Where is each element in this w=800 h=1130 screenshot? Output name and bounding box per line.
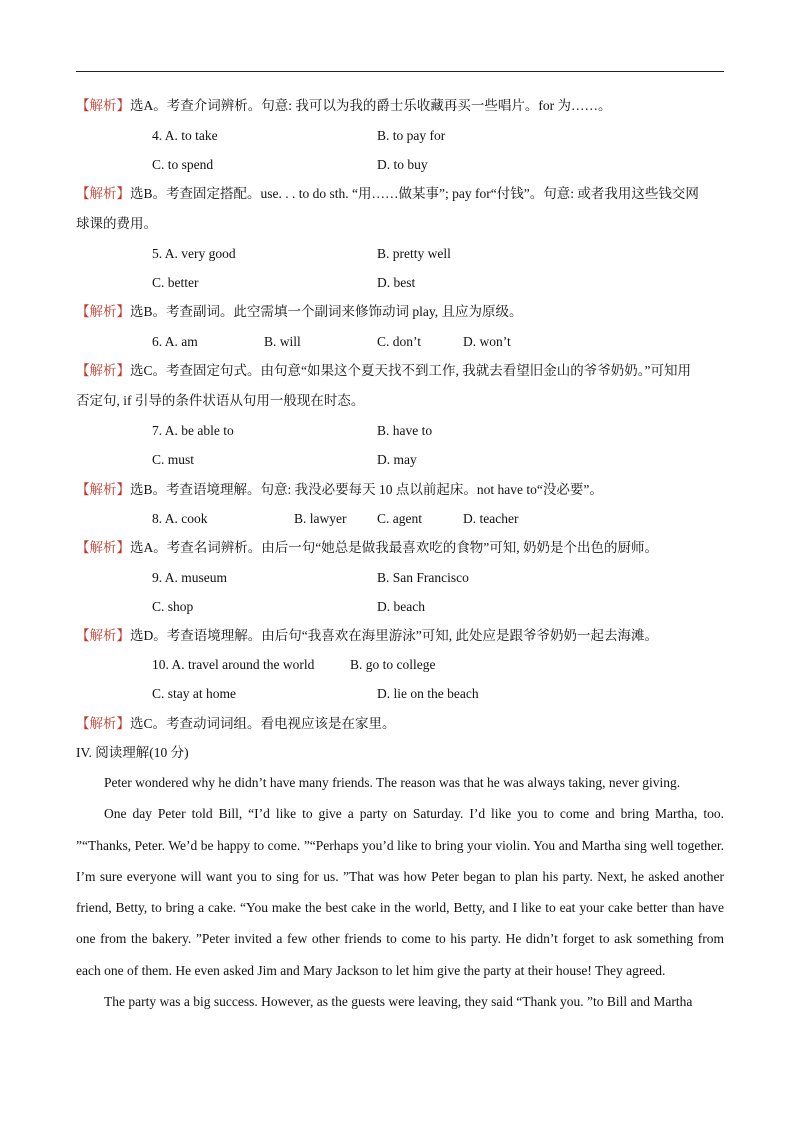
analysis-tag: 【解析】 bbox=[76, 304, 130, 319]
document-page: 【解析】选A。考查介词辨析。句意: 我可以为我的爵士乐收藏再买一些唱片。for 为……。 4. A. to take B. to pay for C. to spend D. to buy 【解析】选B。考查固定搭配。use. . . to do sth. “用……做某事”; pay for“付钱”。句意: 或者我用这些钱交网 球课的费用。 5. A. very good B. pretty well C. better D. best 【解析】选B。考查副词。此空需填一个副词来修饰动词 play, 且应为原级。 6. A. am B. will C. don’t D. won’t 【解析】选C。考查固定句式。由句意“如果这个夏天找不到工作, 我就去看望旧金山的爷爷奶奶。”可知用 否定句, if 引导的条件状语从句用一般现在时态。 7. A. be able to B. have to C. must D. may 【解析】选B。考查语境理解。句意: 我没必要每天 10 点以前起床。not have to“没必要”。 8. A. cook B. lawyer C. agent D. teacher 【解析】选A。考查名词辨析。由后一句“她总是做我最喜欢吃的食物”可知, 奶奶是个出色的厨师。 9. A. museum B. San Francisco C. shop D. beach 【解析】选D。考查语境理解。由后句“我喜欢在海里游泳”可知, 此处应是跟爷爷奶奶一起去海滩。 10. A. travel around the world B. go to college C. stay at home D. lie on the beach 【解析】选C。考查动词词组。看电视应该是在家里。 IV. 阅读理解(10 分) Peter wondered why he didn’t have many friends. The reason was that he was always taking, never giving. One day Peter told Bill, “I’d like to give a party on Saturday. I’d like you to come and bring Martha, too. ”“Thanks, Peter. We’d be happy to come. ”“Perhaps you’d like to bring your violin. You and Martha sing well together. I’m sure everyone will want you to sing for us. ”That was how Peter began to plan his party. Next, he asked another friend, Betty, to bring a cake. “You make the best cake in the world, Betty, and I like to eat your cake better than have one from the bakery. ”Peter invited a few other friends to come to his party. He didn’t forget to ask something from each one of them. He even asked Jim and Mary Jackson to let him give the party at their house! They agreed. The party was a big success. However, as the guests were leaving, they said “Thank you. ”to Bill and Martha bbox=[0, 0, 800, 1130]
header-rule bbox=[76, 71, 724, 72]
section-heading: IV. 阅读理解(10 分) bbox=[76, 745, 189, 760]
analysis-tag: 【解析】 bbox=[76, 628, 130, 643]
answer-9: 【解析】选D。考查语境理解。由后句“我喜欢在海里游泳”可知, 此处应是跟爷爷奶奶一起去海滩。 bbox=[76, 628, 658, 643]
reading-passage bbox=[76, 767, 724, 1017]
answer-8: 【解析】选A。考查名词辨析。由后一句“她总是做我最喜欢吃的食物”可知, 奶奶是个出色的厨师。 bbox=[76, 540, 658, 555]
answer-6-line-1: 【解析】选C。考查固定句式。由句意“如果这个夏天找不到工作, 我就去看望旧金山的爷爷奶奶。”可知用 bbox=[76, 363, 691, 378]
analysis-tag: 【解析】 bbox=[76, 540, 130, 555]
answer-5: 【解析】选B。考查副词。此空需填一个副词来修饰动词 play, 且应为原级。 bbox=[76, 304, 523, 319]
answer-7: 【解析】选B。考查语境理解。句意: 我没必要每天 10 点以前起床。not have to“没必要”。 bbox=[76, 482, 603, 497]
analysis-tag: 【解析】 bbox=[76, 716, 130, 731]
answer-4-line-2: 球课的费用。 bbox=[76, 216, 157, 231]
analysis-tag: 【解析】 bbox=[76, 98, 130, 113]
passage-paragraph-2: One day Peter told Bill, “I’d like to give a party on Saturday. I’d like you to come and bring Martha, too. ”“Thanks, Peter. We’d be happy to come. ”“Perhaps you’d like to bring your violin. You and Martha sing well together. I’m sure everyone will want you to sing for us. ”That was how Peter began to plan his party. Next, he asked another friend, Betty, to bring a cake. “You make the best cake in the world, Betty, and I like to eat your cake better than have one from the bakery. ”Peter invited a few other friends to come to his party. He didn’t forget to ask something from each one of them. He even asked Jim and Mary Jackson to let him give the party at their house! They agreed. bbox=[76, 806, 724, 978]
analysis-tag: 【解析】 bbox=[76, 186, 130, 201]
answer-4-line-1: 【解析】选B。考查固定搭配。use. . . to do sth. “用……做某事”; pay for“付钱”。句意: 或者我用这些钱交网 bbox=[76, 186, 699, 201]
answer-3: 【解析】选A。考查介词辨析。句意: 我可以为我的爵士乐收藏再买一些唱片。for 为……。 bbox=[76, 98, 612, 113]
answer-6-line-2: 否定句, if 引导的条件状语从句用一般现在时态。 bbox=[76, 393, 365, 408]
answer-10: 【解析】选C。考查动词词组。看电视应该是在家里。 bbox=[76, 716, 396, 731]
passage-paragraph-1: Peter wondered why he didn’t have many friends. The reason was that he was always taking, never giving. bbox=[104, 775, 681, 790]
analysis-tag: 【解析】 bbox=[76, 482, 130, 497]
passage-paragraph-3: The party was a big success. However, as the guests were leaving, they said “Thank you. ”to Bill and Martha bbox=[104, 994, 693, 1010]
analysis-tag: 【解析】 bbox=[76, 363, 130, 378]
